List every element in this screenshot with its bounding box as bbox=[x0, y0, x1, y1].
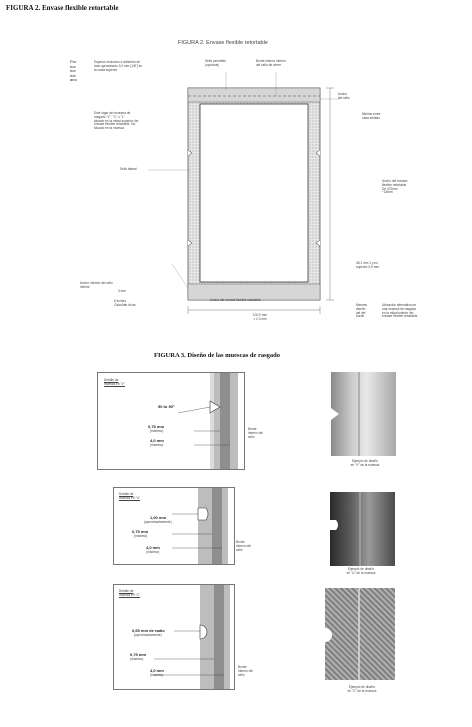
c-photo-caption: Ejemplo de diseño en "C" de la muesca bbox=[347, 685, 377, 693]
u-notch-panel-label: Detalle de muesca en "U" bbox=[119, 492, 141, 500]
c-notch-photo-shape bbox=[325, 588, 395, 680]
c-d0-value: 0,65 mm de radio bbox=[132, 628, 165, 633]
min-abs-label: 6 Inches Calculate la las bbox=[114, 299, 136, 307]
v-notch-panel bbox=[97, 372, 245, 470]
ancho-envase-label: Ancho del envase flexible retortable De 472mm ~18mm bbox=[382, 179, 408, 195]
left-note: Este lugar del muestra de rasgado "V", "C" o "L" situado en la mitad superior del envase flexible retortable. No situado en la muesca bbox=[94, 111, 139, 131]
maximo-label: Maximo diseño del del borde bbox=[356, 303, 368, 319]
c-notch-drawing bbox=[114, 585, 234, 689]
c-d2-value: 4,0 mm bbox=[150, 668, 164, 673]
u-d1-note: (máximo) bbox=[134, 534, 148, 538]
ubicacion-note: Ubicación alternativa de una muesca de rasgado en la mitad inferior del envase flexible retortable bbox=[382, 303, 418, 319]
ancho-minimo-label: Ancho minimo del sello inferior bbox=[80, 281, 113, 289]
pouch-drawing bbox=[0, 0, 472, 335]
c-notch-panel-label: Detalle de muesca en "C" bbox=[119, 589, 141, 597]
width-value: 100,0 mm < 1,0 mm bbox=[252, 313, 268, 321]
v-notch-photo bbox=[331, 372, 396, 456]
borde-interno-inferior-label: Borde interno inferior del sello de cierre bbox=[256, 59, 286, 67]
u-borde-label: Borde interno del sello bbox=[236, 540, 251, 552]
v-notch-panel-label: Detalle de muesca en "V" bbox=[104, 378, 125, 386]
ancho-del-sello-label: Ancho del sello bbox=[338, 92, 350, 100]
v-d1-value: 0,75 mm bbox=[148, 424, 165, 429]
u-photo-caption: Ejemplo de diseño en "U" de la muesca bbox=[346, 567, 376, 575]
margin-right-label: 38,1 mm 1 y no superior 0,5 mm bbox=[356, 261, 380, 269]
figure-2 bbox=[0, 0, 472, 335]
figure-2-inner-title: FIGURA 2. Envase flexible retortable bbox=[178, 40, 268, 46]
u-d0-value: 1,00 mm bbox=[150, 515, 167, 520]
c-borde-label: Borde interno del sello bbox=[238, 665, 253, 677]
u-d0-note: (aproximadamente) bbox=[144, 520, 172, 524]
min-value: 3 mm bbox=[118, 289, 126, 293]
c-notch-photo bbox=[325, 588, 395, 680]
page-header: FIGURA 2. Envase flexible retortable bbox=[6, 4, 119, 12]
v-d2-note: (máximo) bbox=[150, 443, 164, 447]
u-notch-photo bbox=[330, 492, 395, 566]
v-d2-value: 4,0 mm bbox=[150, 438, 164, 443]
u-notch-photo-shape bbox=[330, 492, 395, 566]
v-photo-caption: Ejemplo de diseño en "V" de la muesca bbox=[350, 459, 380, 467]
v-notch-drawing bbox=[98, 373, 244, 469]
u-notch-panel bbox=[113, 487, 235, 565]
u-d2-value: 4,0 mm bbox=[146, 545, 160, 550]
u-d1-value: 0,75 mm bbox=[132, 529, 149, 534]
sello-minimo-label: Minimo entre cada sellado bbox=[362, 112, 381, 120]
v-angle-label: 50 to 90° bbox=[158, 404, 175, 409]
v-borde-label: Borde interno del sello bbox=[248, 427, 263, 439]
c-d2-note: (máximo) bbox=[150, 673, 164, 677]
v-notch-photo-shape bbox=[331, 372, 396, 456]
v-d1-note: (máximo) bbox=[150, 429, 164, 433]
c-notch-panel bbox=[113, 584, 235, 690]
sello-lateral-label: Sello lateral bbox=[120, 167, 137, 171]
c-d0-note: (aproximadamente) bbox=[134, 633, 162, 637]
c-d1-value: 0,75 mm bbox=[130, 652, 147, 657]
top-note: Espesor exclusivo e adherido de todo aproximado 3,0 mm (1/8") en la costa superior bbox=[94, 60, 143, 72]
marker-label: Por nor nor nor ano bbox=[70, 59, 77, 83]
sello-permitido-label: Sello permitido (opcional) bbox=[205, 59, 227, 67]
c-d1-note: (máximo) bbox=[130, 657, 144, 661]
ancho-inferior-label: Ancho del envase flexible retortable bbox=[210, 298, 261, 302]
figure-3-title: FIGURA 3. Diseño de las muescas de rasgado bbox=[154, 352, 281, 359]
u-d2-note: (máximo) bbox=[146, 550, 160, 554]
